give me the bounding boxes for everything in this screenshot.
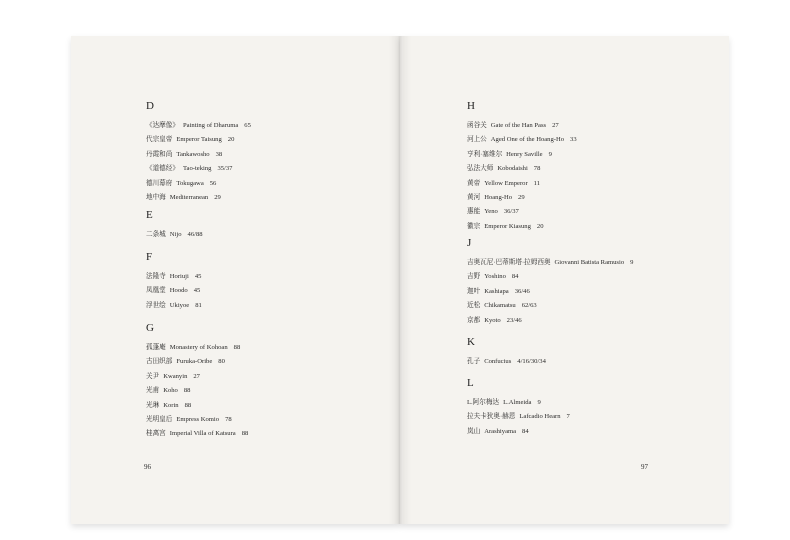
- entry-page-refs: 29: [214, 194, 221, 202]
- index-entry: [467, 410, 570, 424]
- entry-chinese-term: 孤蓬庵: [146, 344, 166, 351]
- entry-page-refs: 20: [227, 136, 235, 144]
- open-book: [71, 36, 729, 528]
- entry-chinese-term: 黄帝: [467, 179, 481, 187]
- index-entry: [146, 355, 248, 369]
- index-section-h: [467, 100, 577, 234]
- entry-page-refs: 23/46: [506, 316, 522, 324]
- index-entry: [467, 220, 577, 234]
- section-letter: E: [146, 209, 153, 221]
- entry-list: [467, 256, 633, 328]
- entry-english-term: Horiuji: [169, 273, 189, 280]
- entry-chinese-term: 《达摩像》: [146, 122, 179, 129]
- entry-english-term: Mediterranean: [169, 194, 209, 202]
- entry-english-term: Kashiapa: [484, 287, 509, 295]
- entry-english-term: Tao-teking: [182, 165, 212, 173]
- index-entry: [467, 191, 577, 205]
- index-entry: [467, 205, 577, 219]
- index-entry: [146, 162, 251, 176]
- entry-english-term: Yellow Emperor: [484, 179, 528, 187]
- entry-english-term: Emperor Taisung: [176, 136, 222, 144]
- entry-page-refs: 80: [218, 358, 225, 366]
- entry-page-refs: 62/63: [521, 302, 537, 310]
- index-entry: [467, 148, 577, 162]
- entry-page-refs: 36/37: [503, 208, 519, 216]
- entry-english-term: L.Almeida: [503, 399, 532, 406]
- index-entry: [467, 299, 633, 313]
- entry-page-refs: 88: [184, 401, 192, 409]
- entry-list: [146, 228, 203, 242]
- index-entry: [467, 314, 633, 328]
- entry-list: [467, 355, 546, 369]
- entry-english-term: Monastery of Kohoan: [169, 344, 228, 351]
- index-section-k: [467, 336, 546, 369]
- entry-page-refs: 9: [537, 399, 541, 406]
- entry-list: [146, 341, 248, 442]
- index-entry: [467, 355, 546, 369]
- entry-page-refs: 84: [511, 273, 519, 281]
- index-entry: [146, 341, 248, 355]
- index-entry: [146, 148, 251, 162]
- index-entry: [146, 133, 251, 147]
- page-number: 96: [144, 463, 151, 471]
- index-section-l: [467, 377, 570, 439]
- index-entry: [146, 399, 248, 413]
- entry-page-refs: 27: [193, 372, 200, 380]
- index-entry: [146, 384, 248, 398]
- entry-english-term: Koho: [163, 387, 178, 395]
- index-entry: [467, 256, 633, 270]
- index-entry: [146, 177, 251, 191]
- entry-chinese-term: 近松: [467, 302, 481, 310]
- entry-chinese-term: 拉夫卡狄奥·赫恩: [467, 413, 516, 421]
- entry-page-refs: 9: [630, 259, 634, 266]
- entry-list: [467, 119, 577, 234]
- index-entry: [146, 299, 202, 313]
- entry-english-term: Furuka-Oribe: [176, 358, 213, 366]
- entry-chinese-term: 桂离宫: [146, 430, 166, 438]
- entry-english-term: Lafcadio Hearn: [519, 413, 561, 421]
- entry-chinese-term: 浮世绘: [146, 301, 166, 309]
- left-page: [71, 36, 400, 524]
- entry-english-term: Yeno: [484, 208, 498, 216]
- entry-chinese-term: 古田织部: [146, 358, 173, 366]
- index-entry: [146, 413, 248, 427]
- entry-english-term: Ukiyoe: [169, 301, 190, 309]
- entry-chinese-term: 黄河: [467, 194, 481, 202]
- entry-english-term: Gate of the Han Pass: [490, 122, 547, 129]
- index-section-d: [146, 100, 251, 205]
- index-section-e: [146, 209, 203, 242]
- entry-english-term: Aged One of the Hoang-Ho: [490, 136, 565, 144]
- section-letter: H: [467, 100, 475, 112]
- index-entry: [146, 284, 202, 298]
- entry-chinese-term: 代宗皇帝: [146, 136, 173, 144]
- section-letter: G: [146, 322, 154, 334]
- entry-page-refs: 11: [533, 179, 541, 187]
- index-entry: [467, 425, 570, 439]
- entry-chinese-term: 关尹: [146, 372, 160, 380]
- index-entry: [467, 285, 633, 299]
- entry-english-term: Tokugawa: [176, 179, 204, 187]
- entry-english-term: Empress Komio: [176, 416, 220, 424]
- entry-page-refs: 27: [552, 122, 559, 129]
- entry-page-refs: 81: [195, 301, 202, 309]
- entry-chinese-term: 凤凰堂: [146, 287, 166, 295]
- entry-page-refs: 45: [193, 287, 201, 295]
- entry-page-refs: 78: [225, 416, 232, 424]
- entry-page-refs: 38: [215, 150, 223, 158]
- entry-chinese-term: 光甫: [146, 387, 160, 395]
- entry-page-refs: 56: [209, 179, 217, 187]
- entry-list: [146, 270, 202, 313]
- entry-english-term: Confucius: [484, 358, 512, 365]
- index-entry: [146, 370, 248, 384]
- index-entry: [467, 133, 577, 147]
- entry-chinese-term: 吉野: [467, 273, 481, 281]
- entry-chinese-term: 吉奥瓦尼·巴蒂斯塔·拉姆西奥: [467, 259, 551, 266]
- entry-chinese-term: 光明皇后: [146, 416, 173, 424]
- index-section-g: [146, 322, 248, 442]
- entry-chinese-term: 德川幕府: [146, 179, 173, 187]
- index-section-j: [467, 237, 633, 328]
- entry-page-refs: 46/88: [187, 231, 203, 238]
- entry-chinese-term: 孔子: [467, 358, 481, 365]
- entry-page-refs: 88: [241, 430, 249, 438]
- index-entry: [146, 427, 248, 441]
- entry-page-refs: 4/16/30/34: [517, 358, 546, 365]
- entry-page-refs: 88: [183, 387, 191, 395]
- index-section-f: [146, 251, 202, 313]
- section-letter: J: [467, 237, 472, 249]
- page-number: 97: [641, 463, 648, 471]
- index-entry: [467, 119, 577, 133]
- entry-english-term: Nijo: [169, 231, 182, 238]
- entry-page-refs: 9: [548, 150, 552, 158]
- index-entry: [467, 270, 633, 284]
- entry-page-refs: 45: [194, 273, 202, 280]
- entry-english-term: Emperor Kiasung: [484, 222, 531, 230]
- entry-english-term: Imperial Villa of Katsura: [169, 430, 236, 438]
- entry-chinese-term: 地中海: [146, 194, 166, 202]
- entry-english-term: Kobodaishi: [497, 165, 528, 173]
- entry-page-refs: 29: [518, 194, 525, 202]
- entry-chinese-term: 丹霞和尚: [146, 150, 173, 158]
- entry-page-refs: 65: [244, 122, 251, 129]
- entry-english-term: Yoshino: [484, 273, 506, 281]
- entry-chinese-term: 函谷关: [467, 122, 487, 129]
- entry-english-term: Tankawosho: [176, 150, 210, 158]
- section-letter: D: [146, 100, 154, 112]
- entry-chinese-term: 迦叶: [467, 287, 481, 295]
- entry-english-term: Kyoto: [484, 316, 501, 324]
- right-page: [400, 36, 729, 524]
- entry-chinese-term: 京都: [467, 316, 481, 324]
- entry-chinese-term: 弘法大师: [467, 165, 494, 173]
- entry-chinese-term: 徽宗: [467, 222, 481, 230]
- entry-list: [146, 119, 251, 205]
- index-entry: [467, 396, 570, 410]
- entry-english-term: Hoodo: [169, 287, 188, 295]
- section-letter: L: [467, 377, 474, 389]
- entry-page-refs: 35/37: [217, 165, 233, 173]
- entry-chinese-term: L.阿尔梅达: [467, 399, 500, 406]
- index-entry: [467, 162, 577, 176]
- entry-english-term: Giovanni Batista Ramusio: [554, 259, 625, 266]
- entry-chinese-term: 岚山: [467, 427, 481, 435]
- entry-chinese-term: 亨利·塞维尔: [467, 150, 503, 158]
- entry-english-term: Arashiyama: [484, 427, 517, 435]
- entry-chinese-term: 法隆寺: [146, 273, 166, 280]
- entry-page-refs: 88: [233, 344, 241, 351]
- index-entry: [467, 177, 577, 191]
- index-entry: [146, 228, 203, 242]
- entry-page-refs: 33: [570, 136, 577, 144]
- entry-page-refs: 36/46: [514, 287, 530, 295]
- entry-chinese-term: 《道德经》: [146, 165, 179, 173]
- entry-english-term: Hoang-Ho: [484, 194, 513, 202]
- entry-page-refs: 78: [533, 165, 541, 173]
- entry-page-refs: 20: [536, 222, 544, 230]
- entry-page-refs: 7: [566, 413, 570, 421]
- entry-chinese-term: 二条城: [146, 231, 166, 238]
- entry-english-term: Painting of Dharuma: [182, 122, 239, 129]
- entry-english-term: Chikamatsu: [484, 302, 516, 310]
- section-letter: F: [146, 251, 153, 263]
- entry-chinese-term: 惠能: [467, 208, 481, 216]
- index-entry: [146, 270, 202, 284]
- entry-page-refs: 84: [522, 427, 529, 435]
- entry-list: [467, 396, 570, 439]
- entry-english-term: Henry Saville: [506, 150, 543, 158]
- entry-english-term: Korin: [163, 401, 179, 409]
- entry-chinese-term: 光琳: [146, 401, 160, 409]
- index-entry: [146, 119, 251, 133]
- section-letter: K: [467, 336, 475, 348]
- entry-english-term: Kwanyin: [163, 372, 188, 380]
- entry-chinese-term: 河上公: [467, 136, 487, 144]
- index-entry: [146, 191, 251, 205]
